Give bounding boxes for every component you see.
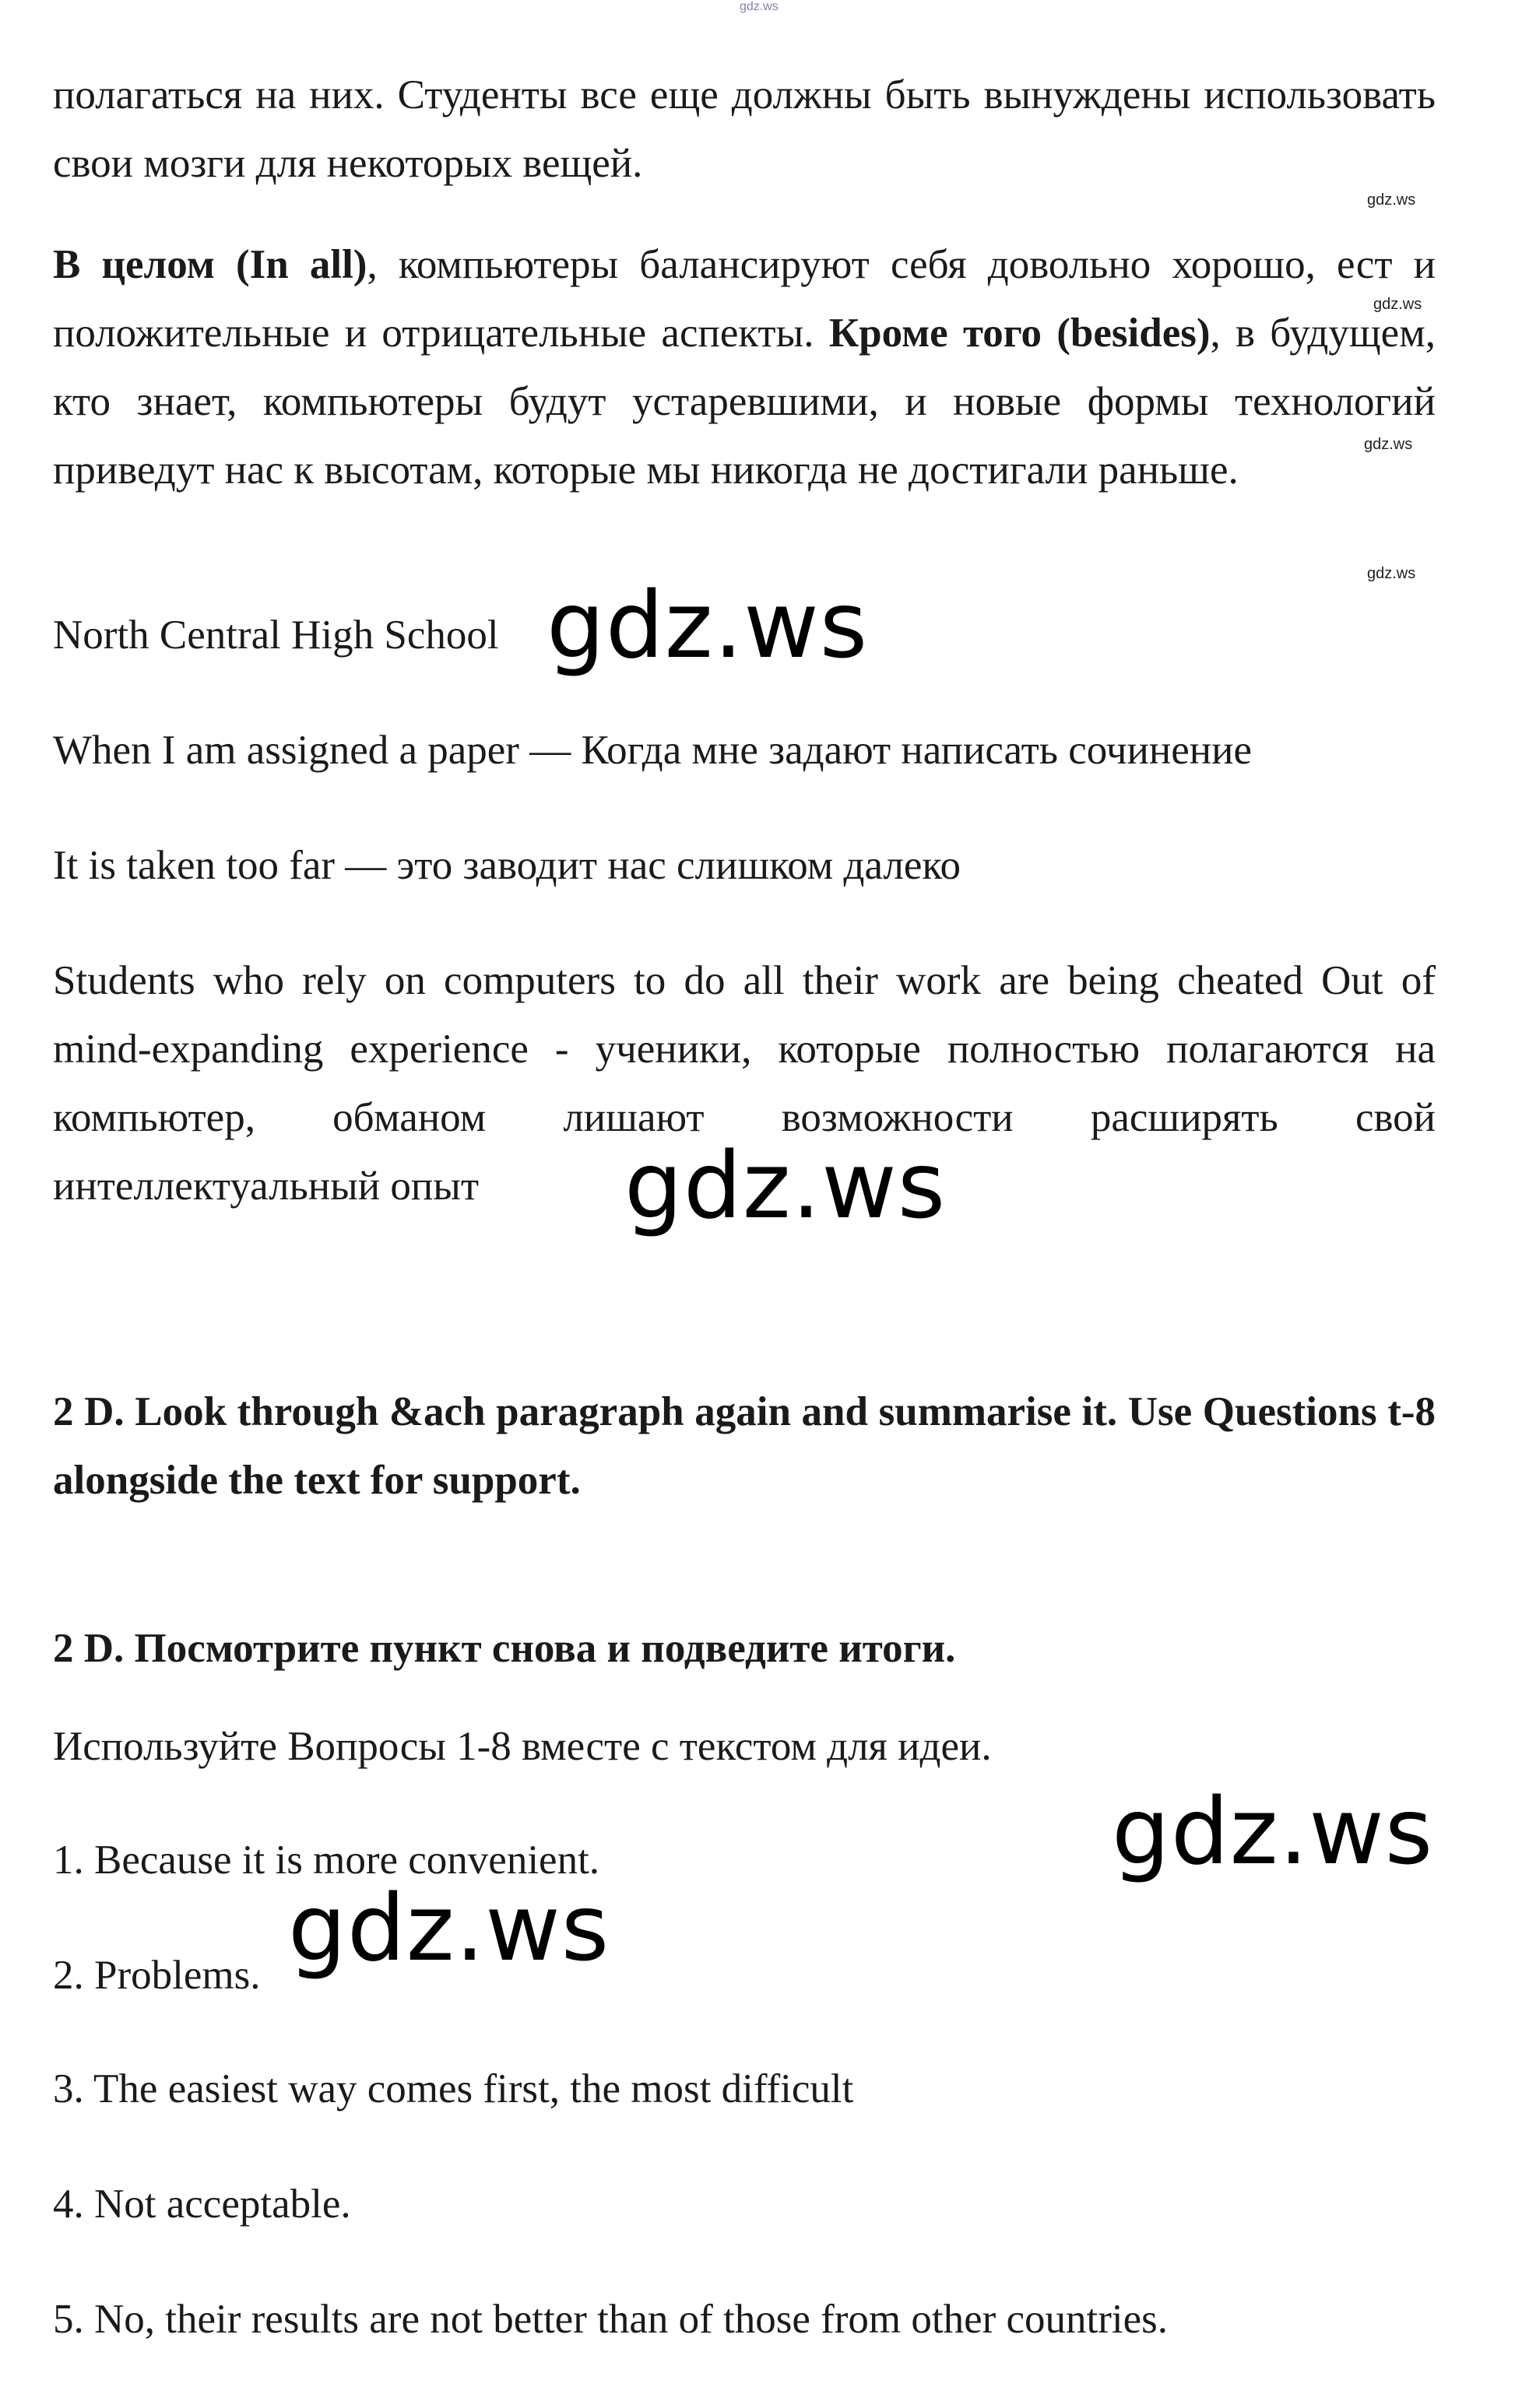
school-name: North Central High School (53, 613, 499, 658)
bold-phrase-in-all: В целом (In all) (53, 242, 367, 287)
paragraph-conclusion (53, 230, 1436, 504)
answer-4: 4. Not acceptable. (53, 2182, 351, 2227)
paragraph-conclusion-text-1: , компьютеры балансируют себя довольно хорошо, ест и положительные и отрицательные аспекты. (53, 242, 1436, 356)
answer-1: 1. Because it is more convenient. (53, 1838, 600, 1883)
watermark-small: gdz.ws (1367, 191, 1416, 209)
bold-phrase-besides: Кроме того (besides) (828, 311, 1211, 356)
paragraph-conclusion-text-2: , в будущем, кто знает, компьютеры будут устаревшими, и новые формы технологий приведут нас к высотам, которые мы никогда не достигали раньше. (53, 311, 1436, 493)
watermark-small: gdz.ws (1364, 436, 1413, 453)
watermark-small: gdz.ws (1373, 296, 1422, 313)
watermark-large: gdz.ws (288, 1874, 610, 1982)
task-instruction-ru: Используйте Вопросы 1-8 вместе с текстом для идеи. (53, 1724, 992, 1769)
vocab-line-2: It is taken too far — это заводит нас слишком далеко (53, 843, 961, 888)
task-heading-en: 2 D. Look through &ach paragraph again and summarise it. Use Questions t-8 alongside the text for support. (53, 1389, 1436, 1503)
answer-5: 5. No, their results are not better than of those from other countries. (53, 2297, 1169, 2342)
task-heading-ru: 2 D. Посмотрите пункт снова и подведите итоги. (53, 1626, 956, 1671)
watermark-large: gdz.ws (547, 571, 869, 679)
vocab-paragraph: Students who rely on computers to do all their work are being cheated Out of mind-expanding experience - ученики, которые полностью полагаются на компьютер, обманом лишают возможности расширять свой интеллектуальный опыт (53, 958, 1436, 1209)
answer-3: 3. The easiest way comes first, the most difficult (53, 2066, 854, 2111)
watermark-top: gdz.ws (740, 0, 779, 13)
watermark-large: gdz.ws (1112, 1778, 1434, 1885)
answer-2: 2. Problems. (53, 1953, 261, 1998)
vocab-line-1: When I am assigned a paper — Когда мне задают написать сочинение (53, 728, 1253, 773)
paragraph-intro: полагаться на них. Студенты все еще должны быть вынуждены использовать свои мозги для некоторых вещей. (53, 72, 1436, 186)
watermark-large: gdz.ws (624, 1132, 947, 1239)
watermark-small: gdz.ws (1367, 565, 1416, 582)
